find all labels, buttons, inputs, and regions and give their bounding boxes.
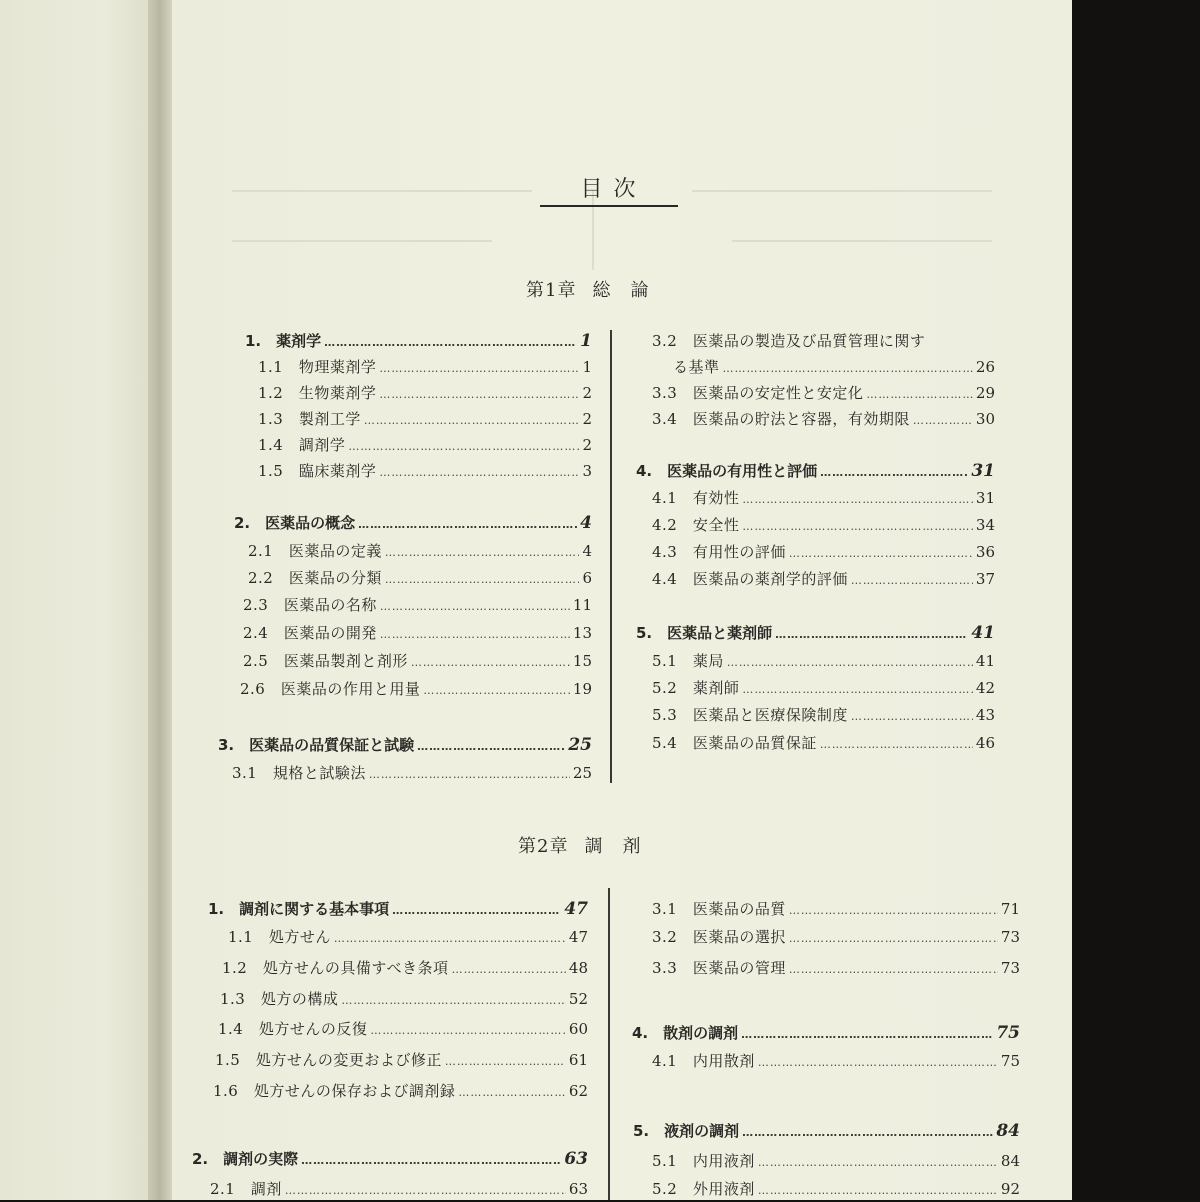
chapter-2-name: 調 剤 [584, 836, 642, 857]
toc-subsection-entry [652, 957, 1020, 981]
dot-leader [458, 1082, 566, 1104]
toc-subsection-entry [222, 957, 588, 981]
toc-entry-title: 3.3 医薬品の安定性と安定化 [652, 384, 864, 402]
toc-page-number: 4 [582, 542, 592, 560]
chapter-2-heading [518, 832, 657, 858]
toc-page-number: 75 [996, 1023, 1020, 1043]
toc-subsection-entry [652, 677, 995, 701]
dot-leader [758, 1052, 998, 1074]
chapter-1-heading [526, 276, 665, 302]
toc-entry-title: 1.3 製剤工学 [258, 410, 361, 428]
toc-page-number: 15 [572, 652, 592, 670]
toc-entry-title: 1.5 臨床薬剤学 [258, 462, 377, 480]
toc-page-number: 3 [582, 462, 592, 480]
toc-page-number: 43 [975, 706, 995, 724]
toc-entry-title: 5. 医薬品と薬剤師 [636, 624, 773, 642]
toc-page-number: 84 [996, 1121, 1020, 1141]
dot-leader [789, 959, 998, 981]
toc-subsection-entry [228, 926, 588, 950]
toc-page-number: 31 [975, 489, 995, 507]
dot-leader [411, 652, 570, 674]
toc-page-number: 19 [572, 680, 592, 698]
toc-entry-title: 5.1 内用液剤 [652, 1152, 755, 1170]
toc-subsection-entry [652, 541, 995, 565]
toc-entry-title: 1.6 処方せんの保存および調剤録 [213, 1082, 456, 1100]
toc-section-entry [633, 1120, 1020, 1144]
dot-leader [341, 990, 566, 1012]
dot-leader [445, 1051, 566, 1073]
book-gutter [148, 0, 174, 1200]
toc-page-number: 42 [975, 679, 995, 697]
dot-leader [358, 514, 577, 536]
chapter-2-divider [608, 888, 610, 1200]
toc-subsection-entry [210, 1178, 588, 1202]
toc-page-number: 71 [1000, 900, 1020, 918]
toc-subsection-entry [652, 650, 995, 674]
toc-page-number: 13 [572, 624, 592, 642]
toc-page-number: 47 [564, 899, 588, 919]
dark-background [1072, 0, 1200, 1200]
dot-leader [370, 1020, 566, 1042]
dot-leader [301, 1150, 561, 1172]
toc-entry-title: 1.1 物理薬剤学 [258, 358, 377, 376]
dot-leader [385, 569, 580, 591]
dot-leader [369, 764, 570, 786]
dot-leader [820, 734, 973, 756]
toc-entry-title: 4.4 医薬品の薬剤学的評価 [652, 570, 848, 588]
toc-page-number: 36 [975, 543, 995, 561]
toc-entry-title: 5.3 医薬品と医療保険制度 [652, 706, 848, 724]
toc-subsection-entry [673, 356, 995, 380]
toc-subsection-entry [652, 926, 1020, 950]
toc-entry-title: 2. 調剤の実際 [192, 1150, 299, 1168]
toc-subsection-entry [652, 704, 995, 728]
toc-section-entry [208, 898, 588, 922]
toc-page-number: 41 [971, 623, 995, 643]
toc-subsection-entry [258, 460, 592, 484]
chapter-1-name: 総 論 [592, 280, 650, 301]
toc-subsection-entry [240, 678, 592, 702]
toc-entry-title: 2.5 医薬品製剤と剤形 [243, 652, 408, 670]
toc-entry-title: 2. 医薬品の概念 [234, 514, 356, 532]
toc-subsection-entry [652, 568, 995, 592]
toc-subsection-entry [652, 514, 995, 538]
toc-page-number: 73 [1000, 959, 1020, 977]
toc-subsection-entry [248, 567, 592, 591]
dot-leader [789, 928, 998, 950]
dot-leader [380, 596, 570, 618]
toc-entry-title: 3. 医薬品の品質保証と試験 [218, 736, 415, 754]
toc-entry-title: 5.1 薬局 [652, 652, 724, 670]
toc-subsection-entry [215, 1049, 588, 1073]
chapter-1-number: 第1章 [526, 280, 577, 301]
dot-leader [417, 736, 565, 758]
toc-entry-title: 1.4 調剤学 [258, 436, 346, 454]
toc-page-number: 61 [568, 1051, 588, 1069]
dot-leader [742, 679, 973, 701]
toc-entry-title: 4.1 内用散剤 [652, 1052, 755, 1070]
dot-leader [851, 570, 973, 592]
toc-subsection-entry [652, 732, 995, 756]
toc-page-number: 63 [568, 1180, 588, 1198]
toc-subsection-entry [258, 408, 592, 432]
toc-entry-title: 3.3 医薬品の管理 [652, 959, 786, 977]
facing-page [0, 0, 150, 1200]
dot-leader [364, 410, 580, 432]
toc-entry-title: 5.4 医薬品の品質保証 [652, 734, 817, 752]
dot-leader [324, 332, 577, 354]
toc-page-number: 1 [582, 358, 592, 376]
dot-leader [820, 462, 968, 484]
toc-page-number: 4 [580, 513, 592, 533]
toc-entry-title: 3.2 医薬品の選択 [652, 928, 786, 946]
toc-subsection-entry [220, 988, 588, 1012]
dot-leader [285, 1180, 566, 1202]
toc-subsection-entry [652, 382, 995, 406]
toc-page-number: 46 [975, 734, 995, 752]
toc-page-number: 25 [572, 764, 592, 782]
toc-page-number: 84 [1000, 1152, 1020, 1170]
toc-entry-title: 1. 薬剤学 [245, 332, 322, 350]
dot-leader [742, 1122, 993, 1144]
dot-leader [379, 358, 579, 380]
toc-page-number: 41 [975, 652, 995, 670]
toc-subsection-entry [652, 487, 995, 511]
toc-subsection-entry [652, 1150, 1020, 1174]
toc-entry-title: 2.4 医薬品の開発 [243, 624, 377, 642]
toc-entry-title: 4.2 安全性 [652, 516, 740, 534]
toc-entry-title: 1.2 処方せんの具備すべき条項 [222, 959, 449, 977]
toc-page-number: 92 [1000, 1180, 1020, 1198]
dot-leader [789, 543, 973, 565]
toc-subsection-entry [248, 540, 592, 564]
toc-entry-title: 1.1 処方せん [228, 928, 331, 946]
toc-section-entry [192, 1148, 588, 1172]
toc-entry-title: 3.4 医薬品の貯法と容器，有効期限 [652, 410, 910, 428]
chapter-2-number: 第2章 [518, 836, 569, 857]
dot-leader [851, 706, 973, 728]
toc-page-number: 62 [568, 1082, 588, 1100]
dot-leader [348, 436, 579, 458]
toc-page-number: 63 [564, 1149, 588, 1169]
toc-page-number: 6 [582, 569, 592, 587]
dot-leader [913, 410, 973, 432]
toc-entry-title: 2.3 医薬品の名称 [243, 596, 377, 614]
toc-page-number: 47 [568, 928, 588, 946]
toc-page-number: 26 [975, 358, 995, 376]
toc-section-entry [636, 460, 995, 484]
toc-entry-title: 4.1 有効性 [652, 489, 740, 507]
toc-entry-title: 1. 調剤に関する基本事項 [208, 900, 390, 918]
toc-entry-title: 1.5 処方せんの変更および修正 [215, 1051, 442, 1069]
dot-leader [423, 680, 570, 702]
toc-subsection-entry [652, 408, 995, 432]
dot-leader [727, 652, 973, 674]
toc-entry-title: る基準 [673, 358, 720, 376]
toc-page-number: 75 [1000, 1052, 1020, 1070]
toc-entry-title: 4.3 有用性の評価 [652, 543, 786, 561]
toc-subsection-entry [213, 1080, 588, 1104]
toc-section-entry [632, 1022, 1020, 1046]
toc-page-number: 25 [568, 735, 592, 755]
toc-entry-title: 3.1 医薬品の品質 [652, 900, 786, 918]
toc-entry-title: 4. 医薬品の有用性と評価 [636, 462, 818, 480]
toc-section-entry [245, 330, 592, 354]
toc-subsection-entry [258, 382, 592, 406]
toc-section-entry [218, 734, 592, 758]
toc-entry-title: 1.4 処方せんの反復 [218, 1020, 368, 1038]
toc-entry-title: 3.1 規格と試験法 [232, 764, 366, 782]
dot-leader [723, 358, 973, 380]
toc-page-number: 2 [582, 436, 592, 454]
toc-section-entry [234, 512, 592, 536]
dot-leader [775, 624, 968, 646]
toc-entry-title: 4. 散剤の調剤 [632, 1024, 739, 1042]
toc-entry-title: 3.2 医薬品の製造及び品質管理に関す [652, 332, 926, 350]
toc-page-number: 30 [975, 410, 995, 428]
toc-page-number: 73 [1000, 928, 1020, 946]
toc-subsection-entry [243, 650, 592, 674]
toc-entry-title: 2.2 医薬品の分類 [248, 569, 382, 587]
toc-subsection-entry [652, 898, 1020, 922]
chapter-1-divider [610, 330, 612, 783]
dot-leader [379, 384, 579, 406]
dot-leader [379, 462, 579, 484]
toc-entry-title: 5.2 外用液剤 [652, 1180, 755, 1198]
toc-entry-title: 5.2 薬剤師 [652, 679, 740, 697]
toc-subsection-entry [258, 356, 592, 380]
toc-page-number: 2 [582, 410, 592, 428]
dot-leader [866, 384, 973, 406]
dot-leader [789, 900, 998, 922]
dot-leader [334, 928, 566, 950]
toc-subsection-entry [243, 594, 592, 618]
toc-subsection-entry [218, 1018, 588, 1042]
toc-section-entry [636, 622, 995, 646]
toc-page-number: 1 [580, 331, 592, 351]
toc-title: 目 次 [540, 172, 678, 207]
dot-leader [385, 542, 580, 564]
toc-page-number: 60 [568, 1020, 588, 1038]
dot-leader [741, 1024, 993, 1046]
toc-entry-title: 1.2 生物薬剤学 [258, 384, 377, 402]
toc-entry-title: 5. 液剤の調剤 [633, 1122, 740, 1140]
toc-entry-title: 2.1 医薬品の定義 [248, 542, 382, 560]
dot-leader [380, 624, 570, 646]
dot-leader [452, 959, 566, 981]
toc-page-number: 31 [971, 461, 995, 481]
toc-page-number: 11 [572, 596, 592, 614]
toc-subsection-entry [652, 330, 995, 352]
toc-page-number: 52 [568, 990, 588, 1008]
dot-leader [742, 516, 973, 538]
toc-page-number: 29 [975, 384, 995, 402]
toc-page-number: 48 [568, 959, 588, 977]
toc-entry-title: 1.3 処方の構成 [220, 990, 339, 1008]
toc-page-number: 34 [975, 516, 995, 534]
toc-subsection-entry [243, 622, 592, 646]
toc-entry-title: 2.1 調剤 [210, 1180, 282, 1198]
dot-leader [392, 900, 561, 922]
toc-subsection-entry [652, 1050, 1020, 1074]
toc-entry-title: 2.6 医薬品の作用と用量 [240, 680, 421, 698]
toc-subsection-entry [652, 1178, 1020, 1202]
toc-subsection-entry [232, 762, 592, 786]
dot-leader [742, 489, 973, 511]
dot-leader [758, 1180, 998, 1202]
dot-leader [758, 1152, 998, 1174]
toc-page-number: 37 [975, 570, 995, 588]
toc-subsection-entry [258, 434, 592, 458]
toc-page-number: 2 [582, 384, 592, 402]
